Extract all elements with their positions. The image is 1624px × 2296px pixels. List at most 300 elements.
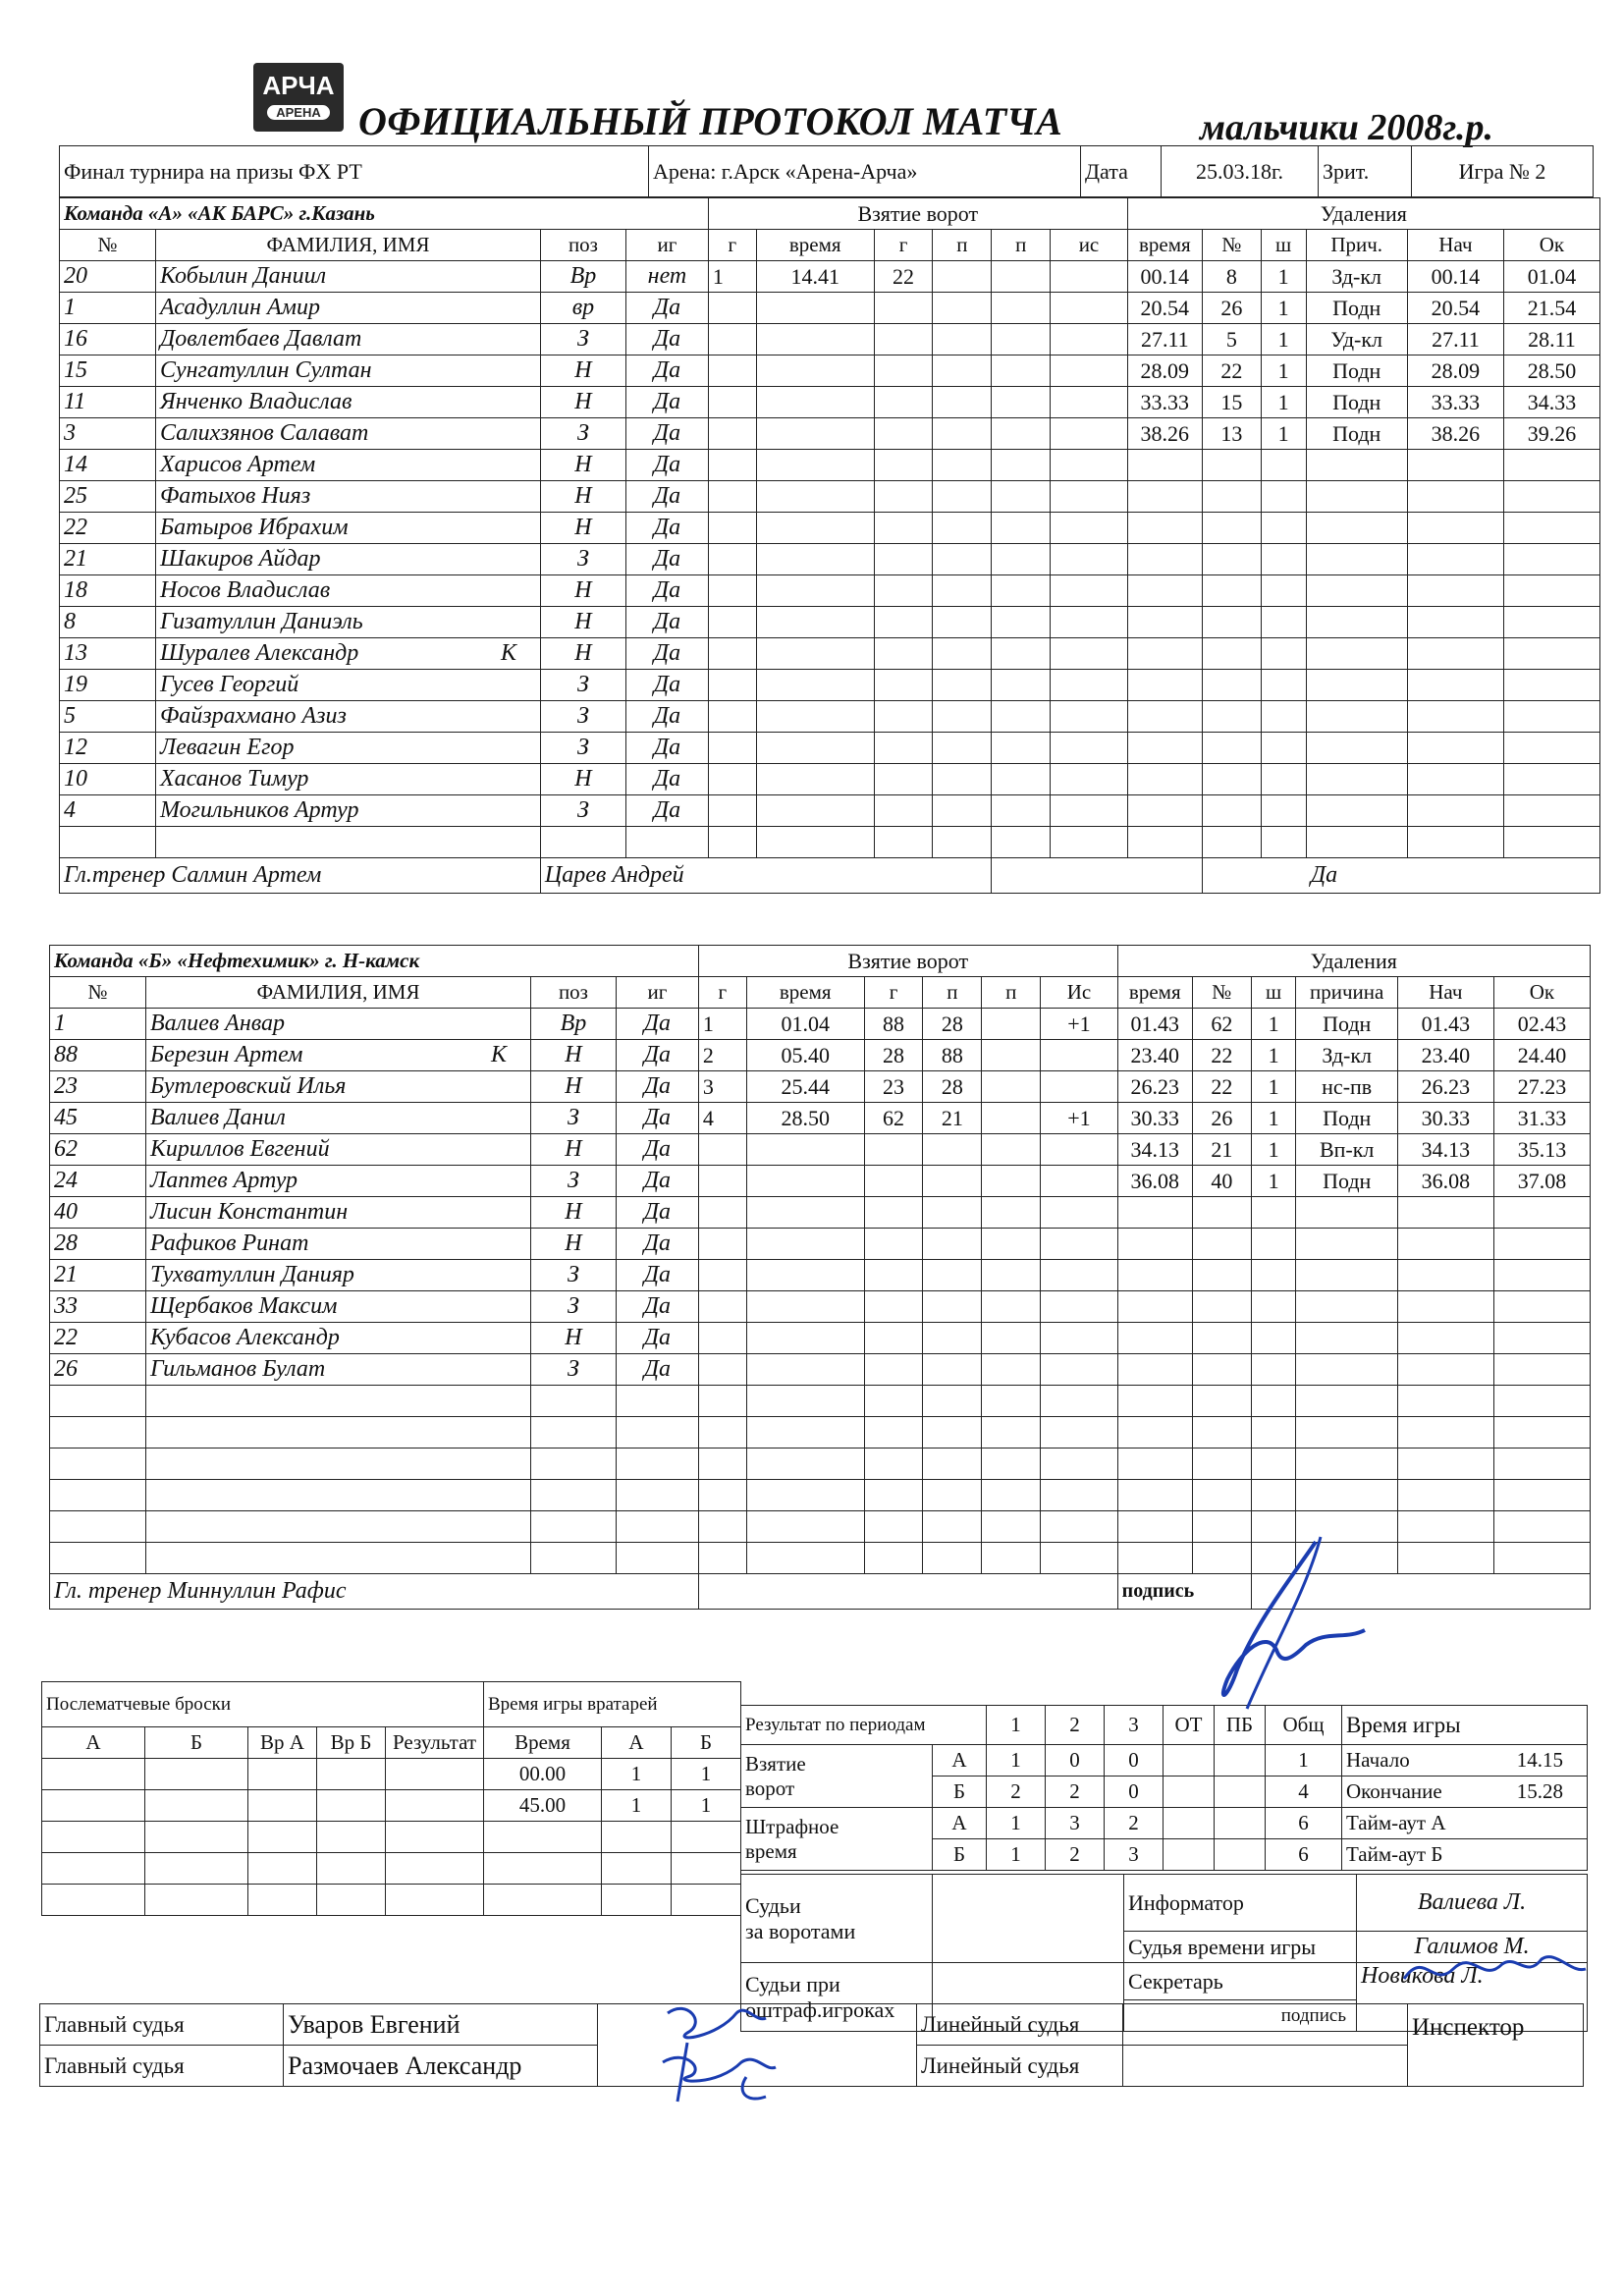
player-number <box>50 1543 146 1574</box>
player-played: Да <box>617 1103 699 1134</box>
penalty-minutes: 1 <box>1261 324 1306 355</box>
player-name <box>145 1480 530 1511</box>
player-number: 45 <box>50 1103 146 1134</box>
penalty-end: 35.13 <box>1493 1134 1590 1166</box>
player-number: 26 <box>50 1354 146 1386</box>
penalty-end: 28.50 <box>1503 355 1599 387</box>
penalty-time: 38.26 <box>1127 418 1202 450</box>
player-played <box>617 1386 699 1417</box>
goal-assist-1: 88 <box>923 1040 982 1071</box>
penalty-reason: Подн <box>1296 1103 1397 1134</box>
penalty-end: 28.11 <box>1503 324 1599 355</box>
player-number <box>50 1417 146 1449</box>
col-strength: Ис <box>1041 977 1117 1009</box>
timekeeper-label: Судья времени игры <box>1124 1932 1357 1963</box>
player-name-text: Салихзянов Салават <box>159 420 369 446</box>
player-name <box>155 544 540 575</box>
player-name <box>145 1417 530 1449</box>
col-goal-time: время <box>746 977 864 1009</box>
player-played: Да <box>626 513 709 544</box>
pen-a-p2: 3 <box>1046 1808 1105 1839</box>
gk-row-a: 1 <box>602 1790 672 1822</box>
team-b-signature <box>1198 1532 1394 1719</box>
goals-a-pb <box>1215 1745 1266 1777</box>
gk-time-title: Время игры вратарей <box>484 1682 741 1727</box>
informer-value: Валиева Л. <box>1357 1875 1588 1932</box>
goal-assist-2 <box>982 1009 1041 1040</box>
player-number <box>50 1449 146 1480</box>
penalty-reason: Зд-кл <box>1296 1040 1397 1071</box>
player-row <box>50 1417 1591 1449</box>
player-played: Да <box>626 764 709 795</box>
player-row <box>50 1386 1591 1417</box>
goal-strength: +1 <box>1041 1009 1117 1040</box>
col-pen-end: Ок <box>1493 977 1590 1009</box>
player-name-text: Щербаков Максим <box>149 1293 338 1319</box>
penalty-reason: Подн <box>1296 1009 1397 1040</box>
player-number <box>60 827 156 858</box>
penalty-start: 33.33 <box>1407 387 1503 418</box>
player-position: Н <box>540 481 625 513</box>
col-name: ФАМИЛИЯ, ИМЯ <box>145 977 530 1009</box>
player-number: 3 <box>60 418 156 450</box>
player-number: 10 <box>60 764 156 795</box>
player-row <box>50 1009 1591 1040</box>
player-name <box>155 670 540 701</box>
penalty-time: 34.13 <box>1117 1134 1192 1166</box>
goal-time: 14.41 <box>756 261 874 293</box>
player-position: З <box>540 701 625 733</box>
gk-row-time: 45.00 <box>484 1790 602 1822</box>
goal-number: 3 <box>698 1071 746 1103</box>
player-name-text: Валиев Данил <box>149 1105 286 1130</box>
logo-text-bottom: АРЕНА <box>267 105 330 120</box>
player-row <box>50 1480 1591 1511</box>
goal-strength <box>1041 1071 1117 1103</box>
team-a-roster-table <box>59 197 1600 894</box>
player-name-text: Лаптев Артур <box>149 1168 298 1193</box>
penalty-player: 21 <box>1192 1134 1251 1166</box>
penalties-header: Удаления <box>1117 946 1590 977</box>
player-name-text: Кубасов Александр <box>149 1325 340 1350</box>
penalty-player: 15 <box>1202 387 1261 418</box>
player-number: 62 <box>50 1134 146 1166</box>
goal-time: 25.44 <box>746 1071 864 1103</box>
player-name <box>145 1354 530 1386</box>
penalty-minutes: 1 <box>1251 1103 1296 1134</box>
player-position: Н <box>530 1197 616 1229</box>
player-name <box>155 795 540 827</box>
player-name-text: Батыров Ибрахим <box>159 515 349 540</box>
player-row <box>50 1354 1591 1386</box>
goals-a-p3: 0 <box>1105 1745 1164 1777</box>
penalty-start: 23.40 <box>1397 1040 1493 1071</box>
pen-b-p2: 2 <box>1046 1839 1105 1871</box>
player-played <box>617 1449 699 1480</box>
penalty-minutes: 1 <box>1251 1071 1296 1103</box>
goal-number: 1 <box>708 261 756 293</box>
period-col-total: Общ <box>1266 1706 1342 1745</box>
gk-col-a: А <box>602 1727 672 1759</box>
penalty-minutes: 1 <box>1251 1040 1296 1071</box>
player-name <box>155 733 540 764</box>
player-number: 25 <box>60 481 156 513</box>
penalty-minutes: 1 <box>1251 1009 1296 1040</box>
player-number: 33 <box>50 1291 146 1323</box>
pen-judges-1: Судьи при <box>745 1971 840 1996</box>
player-number: 1 <box>50 1009 146 1040</box>
goal-time: 28.50 <box>746 1103 864 1134</box>
goals-b-ot <box>1164 1777 1215 1808</box>
player-row <box>60 324 1600 355</box>
player-name <box>145 1543 530 1574</box>
player-name-text: Березин Артем <box>149 1042 303 1067</box>
player-number: 88 <box>50 1040 146 1071</box>
linesman-label: Линейный судья <box>917 2046 1123 2087</box>
player-position <box>530 1449 616 1480</box>
player-position: Н <box>530 1323 616 1354</box>
penalty-start: 20.54 <box>1407 293 1503 324</box>
player-played: Да <box>626 607 709 638</box>
secretary-value: Новикова Л. <box>1357 1963 1588 2032</box>
player-number: 28 <box>50 1229 146 1260</box>
coach-confirmation: Да <box>1202 858 1599 894</box>
col-assist-1: п <box>923 977 982 1009</box>
player-row <box>50 1260 1591 1291</box>
player-number: 12 <box>60 733 156 764</box>
col-pen-min: ш <box>1251 977 1296 1009</box>
penalty-start: 34.13 <box>1397 1134 1493 1166</box>
player-row <box>60 418 1600 450</box>
penalty-player: 22 <box>1192 1040 1251 1071</box>
player-row <box>60 795 1600 827</box>
player-played: Да <box>617 1071 699 1103</box>
player-position: Н <box>540 607 625 638</box>
player-position <box>530 1511 616 1543</box>
player-played <box>617 1511 699 1543</box>
player-position: Н <box>540 355 625 387</box>
penalty-start: 27.11 <box>1407 324 1503 355</box>
player-name-text: Валиев Анвар <box>149 1011 285 1036</box>
player-name <box>155 764 540 795</box>
goals-a-ot <box>1164 1745 1215 1777</box>
player-row <box>60 355 1600 387</box>
player-position <box>540 827 625 858</box>
gk-col-time: Время <box>484 1727 602 1759</box>
player-row <box>60 450 1600 481</box>
captain-mark: К <box>490 1042 507 1067</box>
player-name-text: Лисин Константин <box>149 1199 349 1225</box>
penalty-player: 8 <box>1202 261 1261 293</box>
goals-a-p1: 1 <box>987 1745 1046 1777</box>
player-position <box>530 1417 616 1449</box>
player-number: 4 <box>60 795 156 827</box>
penalty-player: 40 <box>1192 1166 1251 1197</box>
player-number: 23 <box>50 1071 146 1103</box>
penalty-time: 27.11 <box>1127 324 1202 355</box>
player-played <box>626 827 709 858</box>
penalty-reason: Вп-кл <box>1296 1134 1397 1166</box>
informer-label: Информатор <box>1124 1875 1357 1932</box>
player-name <box>145 1449 530 1480</box>
col-pen-end: Ок <box>1503 230 1599 261</box>
col-num: № <box>50 977 146 1009</box>
pen-label-2: время <box>745 1838 797 1863</box>
head-referee-2: Размочаев Александр <box>284 2046 598 2087</box>
player-row <box>60 638 1600 670</box>
player-name-text: Фатыхов Нияз <box>159 483 311 509</box>
player-number: 18 <box>60 575 156 607</box>
penalty-reason: Подн <box>1306 387 1407 418</box>
player-name <box>145 1260 530 1291</box>
penalty-end: 02.43 <box>1493 1009 1590 1040</box>
player-name <box>155 387 540 418</box>
player-name <box>155 418 540 450</box>
player-row <box>60 293 1600 324</box>
penalty-minutes: 1 <box>1251 1134 1296 1166</box>
player-number: 5 <box>60 701 156 733</box>
penalty-reason: Подн <box>1306 293 1407 324</box>
penalty-start: 01.43 <box>1397 1009 1493 1040</box>
goal-assist-2 <box>982 1040 1041 1071</box>
col-assist-1: п <box>933 230 992 261</box>
tournament-name: Финал турнира на призы ФХ РТ <box>60 146 649 197</box>
timeout-a: Тайм-аут А <box>1342 1808 1588 1839</box>
gk-row-b: 1 <box>672 1759 741 1790</box>
col-pen-time: время <box>1117 977 1192 1009</box>
player-row <box>60 670 1600 701</box>
player-name-text: Бутлеровский Илья <box>149 1073 347 1099</box>
team-b-roster-table <box>49 945 1591 1610</box>
col-pen-reason: Прич. <box>1306 230 1407 261</box>
player-played: Да <box>617 1229 699 1260</box>
player-row <box>50 1449 1591 1480</box>
gk-col-b: Б <box>672 1727 741 1759</box>
goals-label-1: Взятие <box>745 1751 806 1776</box>
penalty-time: 26.23 <box>1117 1071 1192 1103</box>
player-name <box>145 1511 530 1543</box>
player-number: 19 <box>60 670 156 701</box>
col-pen-min: ш <box>1261 230 1306 261</box>
player-number: 1 <box>60 293 156 324</box>
player-position: З <box>530 1260 616 1291</box>
player-played: Да <box>626 450 709 481</box>
penalty-time: 33.33 <box>1127 387 1202 418</box>
player-row <box>50 1291 1591 1323</box>
col-pen-time: время <box>1127 230 1202 261</box>
player-position: З <box>530 1291 616 1323</box>
team-letter-b: Б <box>933 1777 987 1808</box>
player-row <box>60 575 1600 607</box>
goal-scorer: 62 <box>864 1103 923 1134</box>
col-assist-2: п <box>992 230 1051 261</box>
col-pos: поз <box>530 977 616 1009</box>
player-name <box>155 324 540 355</box>
penalty-minutes: 1 <box>1261 387 1306 418</box>
goal-judges-label <box>741 1875 933 1963</box>
player-name-text: Кириллов Евгений <box>149 1136 330 1162</box>
player-name <box>155 607 540 638</box>
col-pen-num: № <box>1202 230 1261 261</box>
penalty-minutes: 1 <box>1261 293 1306 324</box>
player-name-text: Гильманов Булат <box>149 1356 326 1382</box>
penalty-reason: Уд-кл <box>1306 324 1407 355</box>
player-name <box>145 1040 530 1071</box>
document-title: ОФИЦИАЛЬНЫЙ ПРОТОКОЛ МАТЧА <box>358 99 1062 143</box>
penalty-start: 26.23 <box>1397 1071 1493 1103</box>
goals-header: Взятие ворот <box>708 198 1127 230</box>
pen-a-ot <box>1164 1808 1215 1839</box>
player-position <box>530 1543 616 1574</box>
player-name-text: Хасанов Тимур <box>159 766 309 792</box>
game-number: Игра № 2 <box>1412 146 1594 197</box>
player-played: Да <box>626 733 709 764</box>
goal-scorer: 88 <box>864 1009 923 1040</box>
player-played: Да <box>617 1260 699 1291</box>
player-position: Н <box>530 1229 616 1260</box>
player-name <box>145 1323 530 1354</box>
player-name-text: Асадуллин Амир <box>159 295 320 320</box>
timekeeper-value: Галимов М. <box>1357 1932 1588 1963</box>
period-title: Результат по периодам <box>741 1706 987 1745</box>
assistant-coach: Царев Андрей <box>540 858 991 894</box>
penalty-minutes: 1 <box>1261 261 1306 293</box>
end-value: 15.28 <box>1516 1779 1563 1803</box>
player-played: Да <box>626 324 709 355</box>
player-position <box>530 1386 616 1417</box>
player-name <box>155 701 540 733</box>
spectators-label: Зрит. <box>1319 146 1412 197</box>
player-position: З <box>530 1103 616 1134</box>
col-pos: поз <box>540 230 625 261</box>
penalty-time: 23.40 <box>1117 1040 1192 1071</box>
penalty-start: 30.33 <box>1397 1103 1493 1134</box>
player-played: Да <box>626 481 709 513</box>
player-position: З <box>540 418 625 450</box>
period-col-2: 2 <box>1046 1706 1105 1745</box>
penalty-time: 28.09 <box>1127 355 1202 387</box>
player-name-text: Левагин Егор <box>159 735 295 760</box>
penalty-end: 39.26 <box>1503 418 1599 450</box>
goal-strength <box>1051 261 1127 293</box>
player-played: Да <box>617 1291 699 1323</box>
head-referee-label: Главный судья <box>40 2004 284 2046</box>
penalty-player: 5 <box>1202 324 1261 355</box>
player-row <box>50 1103 1591 1134</box>
goal-number: 1 <box>698 1009 746 1040</box>
player-name-text: Могильников Артур <box>159 797 359 823</box>
shootout-col-gk-a: Вр А <box>248 1727 317 1759</box>
goals-b-total: 4 <box>1266 1777 1342 1808</box>
player-played: Да <box>626 418 709 450</box>
player-position: Н <box>540 638 625 670</box>
player-name <box>145 1071 530 1103</box>
goal-strength: +1 <box>1041 1103 1117 1134</box>
period-col-pb: ПБ <box>1215 1706 1266 1745</box>
player-name-text: Шакиров Айдар <box>159 546 321 572</box>
penalty-start: 38.26 <box>1407 418 1503 450</box>
period-col-1: 1 <box>987 1706 1046 1745</box>
player-name-text: Харисов Артем <box>159 452 316 477</box>
penalty-time: 00.14 <box>1127 261 1202 293</box>
penalty-minutes: 1 <box>1261 418 1306 450</box>
gk-row-a: 1 <box>602 1759 672 1790</box>
game-time-title: Время игры <box>1342 1706 1588 1745</box>
col-pen-start: Нач <box>1397 977 1493 1009</box>
head-coach: Гл.тренер Салмин Артем <box>60 858 541 894</box>
player-row <box>50 1229 1591 1260</box>
penalty-player: 22 <box>1192 1071 1251 1103</box>
player-played: Да <box>617 1009 699 1040</box>
col-played: иг <box>626 230 709 261</box>
shootout-col-a: А <box>42 1727 145 1759</box>
goal-scorer: 22 <box>874 261 933 293</box>
player-name-text: Носов Владислав <box>159 577 331 603</box>
player-played: Да <box>626 638 709 670</box>
player-row <box>50 1166 1591 1197</box>
player-row <box>50 1071 1591 1103</box>
secretary-label: Секретарь <box>1124 1963 1357 2000</box>
penalty-player: 62 <box>1192 1009 1251 1040</box>
linesman-label: Линейный судья <box>917 2004 1123 2046</box>
player-name <box>155 293 540 324</box>
player-name <box>145 1197 530 1229</box>
goal-number: 2 <box>698 1040 746 1071</box>
player-played: Да <box>617 1354 699 1386</box>
player-played <box>617 1543 699 1574</box>
player-played <box>617 1480 699 1511</box>
shootout-col-b: Б <box>145 1727 248 1759</box>
penalty-end: 34.33 <box>1503 387 1599 418</box>
goal-number: 4 <box>698 1103 746 1134</box>
team-letter-b: Б <box>933 1839 987 1871</box>
player-name-text: Тухватуллин Данияр <box>149 1262 354 1287</box>
player-name <box>145 1166 530 1197</box>
player-played: Да <box>626 293 709 324</box>
goals-b-p1: 2 <box>987 1777 1046 1808</box>
penalty-player: 26 <box>1202 293 1261 324</box>
player-number: 21 <box>50 1260 146 1291</box>
player-name-text: Сунгатуллин Султан <box>159 357 372 383</box>
player-name <box>155 355 540 387</box>
player-played: Да <box>617 1134 699 1166</box>
player-played: нет <box>626 261 709 293</box>
goals-b-p3: 0 <box>1105 1777 1164 1808</box>
goals-label-2: ворот <box>745 1776 795 1800</box>
player-row <box>50 1323 1591 1354</box>
player-name-text: Рафиков Ринат <box>149 1230 309 1256</box>
player-name-text: Файзрахмано Азиз <box>159 703 347 729</box>
player-played: Да <box>626 355 709 387</box>
pen-b-pb <box>1215 1839 1266 1871</box>
col-assist-2: п <box>982 977 1041 1009</box>
player-name-text: Довлетбаев Давлат <box>159 326 362 352</box>
shootout-title: Послематчевые броски <box>42 1682 484 1727</box>
player-name <box>145 1386 530 1417</box>
player-row <box>60 387 1600 418</box>
penalty-end: 31.33 <box>1493 1103 1590 1134</box>
col-name: ФАМИЛИЯ, ИМЯ <box>155 230 540 261</box>
player-position <box>530 1480 616 1511</box>
player-name <box>155 827 540 858</box>
player-row <box>60 701 1600 733</box>
start-value: 14.15 <box>1516 1748 1563 1772</box>
date-label: Дата <box>1081 146 1162 197</box>
player-position: З <box>540 733 625 764</box>
category-subtitle: мальчики 2008г.р. <box>1200 107 1493 148</box>
end-label: Окончание <box>1346 1779 1442 1803</box>
player-row <box>60 513 1600 544</box>
